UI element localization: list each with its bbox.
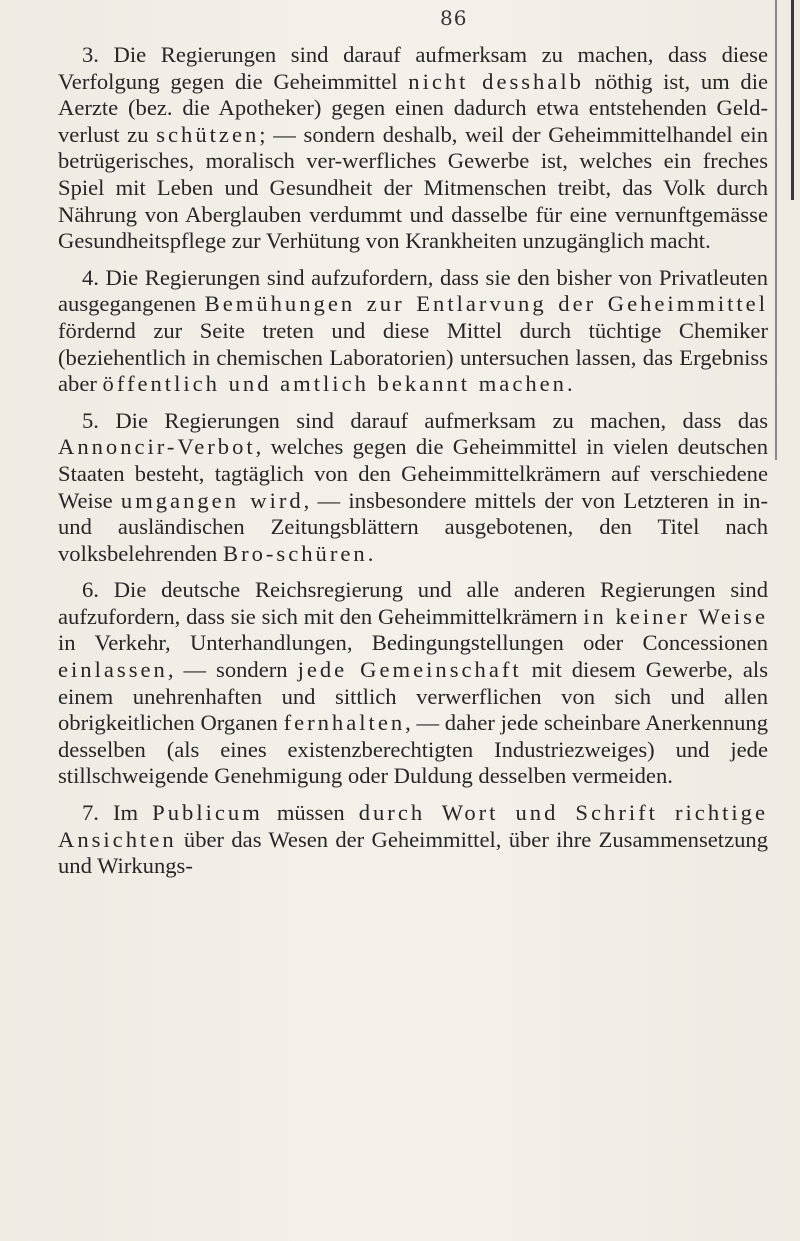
paragraph-7	[58, 800, 768, 880]
body-text	[58, 42, 768, 890]
paragraph-text: , — insbesondere mittels der von Letzteren in in- und ausländischen Zeitungsblättern ausgebotenen, den Titel nach volksbelehrenden	[58, 487, 768, 566]
spaced-emphasis-text: Bro-schüren	[223, 540, 368, 566]
paragraph-text: ; — sondern deshalb, weil der Geheimmittelhandel ein betrügerisches, moralisch ver-werfliches Gewerbe ist, welches ein freches Spiel mit Leben und Gesundheit der Mitmenschen treibt, das Volk durch Nährung von Aberglauben verdummt und dasselbe für eine vernunftgemässe Gesundheitspflege zur Verhütung von Krankheiten unzugänglich macht.	[58, 121, 768, 254]
spaced-emphasis-text: in keiner Weise	[583, 603, 768, 629]
paragraph-text: fördernd zur Seite treten und diese Mittel durch tüchtige Chemiker (beziehentlich in chemischen Laboratorien) untersuchen lassen, das Ergebniss aber	[58, 317, 768, 397]
paragraph-text: , — sondern	[167, 657, 298, 683]
paragraph-text: in Verkehr, Unterhandlungen, Bedingungstellungen oder Concessionen	[58, 630, 768, 656]
page-number: 86	[440, 6, 468, 30]
spaced-emphasis-text: öffentlich und amtlich bekannt machen	[102, 371, 567, 397]
paragraph-text: 3. Die Regierungen sind darauf aufmerksam zu machen, dass diese Verfolgung gegen die Geheimmittel	[58, 42, 768, 94]
paragraph-6	[58, 577, 768, 790]
spaced-emphasis-text: Publicum	[152, 800, 263, 826]
paragraph-3	[58, 42, 768, 255]
spaced-emphasis-text: fernhalten	[283, 710, 406, 736]
paragraph-text: müssen	[262, 800, 359, 826]
paragraph-text: 7. Im	[82, 800, 153, 826]
spaced-emphasis-text: jede Gemeinschaft	[297, 657, 522, 683]
spaced-emphasis-text: durch Wort und Schrift richtige Ansichten	[58, 800, 768, 852]
paragraph-4	[58, 265, 768, 398]
spaced-emphasis-text: schützen	[156, 121, 260, 147]
page-edge-dark	[791, 0, 794, 200]
paragraph-text: nöthig ist, um die Aerzte (bez. die Apotheker) gegen einen dadurch etwa entstehenden Geld-verlust zu	[58, 68, 769, 147]
spaced-emphasis-text: Bemühungen zur Entlarvung der Geheimmittel	[204, 291, 768, 317]
paragraph-text: .	[367, 540, 374, 566]
paragraph-text: 4. Die Regierungen sind aufzufordern, dass sie den bisher von Privatleuten ausgegangenen	[58, 264, 768, 317]
paragraph-text: , welches gegen die Geheimmittel in vielen deutschen Staaten besteht, tagtäglich von den Geheimmittelkrämern auf verschiedene Weise	[58, 434, 768, 513]
spaced-emphasis-text: einlassen	[58, 657, 168, 683]
page-edge-shadow	[775, 0, 777, 460]
spaced-emphasis-text: Annoncir-Verbot	[58, 434, 256, 460]
paragraph-text: .	[566, 371, 573, 397]
paragraph-text: mit diesem Gewerbe, als einem unehrenhaften und sittlich verwerflichen von sich und allen obrigkeitlichen Organen	[58, 657, 768, 736]
paragraph-text: 6. Die deutsche Reichsregierung und alle anderen Regierungen sind aufzufordern, dass sie sich mit den Geheimmittelkrämern	[58, 577, 768, 629]
paragraph-text: über das Wesen der Geheimmittel, über ihre Zusammensetzung und Wirkungs-	[58, 826, 768, 879]
paragraph-5	[58, 408, 768, 568]
spaced-emphasis-text: nicht desshalb	[408, 68, 584, 94]
spaced-emphasis-text: umgangen wird	[120, 487, 304, 513]
paragraph-text: , — daher jede scheinbare Anerkennung desselben (als eines existenzberechtigten Industriezweiges) und jede stillschweigende Genehmigung oder Duldung desselben vermeiden.	[58, 710, 769, 789]
paragraph-text: 5. Die Regierungen sind darauf aufmerksam zu machen, dass das	[82, 407, 768, 433]
